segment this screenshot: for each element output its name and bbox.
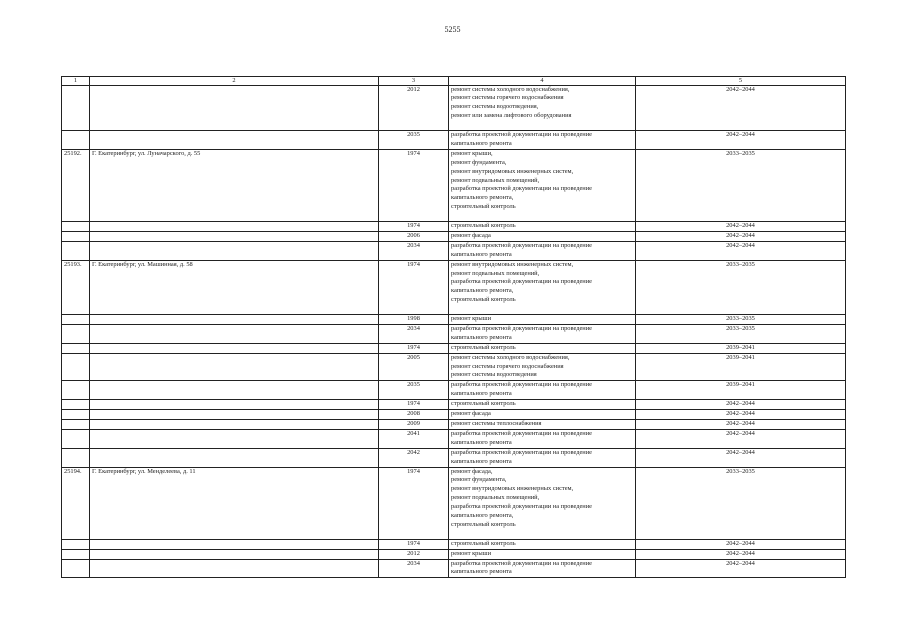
address-cell: Г. Екатеринбург, ул. Машинная, д. 58 xyxy=(90,260,379,314)
address-cell xyxy=(90,315,379,325)
work-item: ремонт фасада, xyxy=(451,467,493,475)
term-cell: 2033–2035 xyxy=(636,260,846,314)
row-number-cell xyxy=(62,231,90,241)
address-cell xyxy=(90,353,379,381)
address-cell: Г. Екатеринбург, ул. Менделеева, д. 11 xyxy=(90,467,379,539)
table-row xyxy=(62,324,846,343)
column-header-2: 2 xyxy=(90,77,379,86)
column-header-1: 1 xyxy=(62,77,90,86)
work-item: ремонт системы холодного водоснабжения, xyxy=(451,85,570,93)
row-number-cell xyxy=(62,324,90,343)
works-cell xyxy=(449,429,636,448)
year-cell: 2034 xyxy=(379,559,449,578)
year-cell: 1974 xyxy=(379,222,449,232)
works-cell xyxy=(449,85,636,131)
address-cell xyxy=(90,559,379,578)
table-row xyxy=(62,241,846,260)
works-cell xyxy=(449,260,636,314)
term-cell: 2042–2044 xyxy=(636,429,846,448)
row-number-cell xyxy=(62,559,90,578)
works-cell xyxy=(449,549,636,559)
work-item: разработка проектной документации на проведение xyxy=(451,381,592,389)
year-cell: 2012 xyxy=(379,85,449,131)
work-item: ремонт системы водоотведения xyxy=(451,371,537,379)
row-number-cell xyxy=(62,410,90,420)
table-row xyxy=(62,222,846,232)
work-item: капитального ремонта xyxy=(451,139,512,147)
term-cell: 2042–2044 xyxy=(636,559,846,578)
work-item: капитального ремонта xyxy=(451,457,512,465)
work-item: разработка проектной документации на проведение xyxy=(451,185,592,193)
column-header-4: 4 xyxy=(449,77,636,86)
work-item: строительный контроль xyxy=(451,520,516,528)
work-item: ремонт внутридомовых инженерных систем, xyxy=(451,260,574,268)
year-cell: 2006 xyxy=(379,231,449,241)
repair-schedule-table xyxy=(61,76,846,578)
table-header-row xyxy=(62,77,846,86)
work-item: ремонт системы водоотведения, xyxy=(451,103,539,111)
term-cell: 2042–2044 xyxy=(636,410,846,420)
work-item: ремонт крыши, xyxy=(451,149,493,157)
page-number: 5255 xyxy=(444,25,461,34)
work-item: капитального ремонта xyxy=(451,438,512,446)
work-item: разработка проектной документации на проведение xyxy=(451,324,592,332)
work-item: строительный контроль xyxy=(451,343,516,351)
work-item: строительный контроль xyxy=(451,203,516,211)
term-cell: 2042–2044 xyxy=(636,419,846,429)
work-item: строительный контроль xyxy=(451,296,516,304)
works-cell xyxy=(449,149,636,221)
works-cell xyxy=(449,410,636,420)
works-cell xyxy=(449,400,636,410)
address-cell xyxy=(90,231,379,241)
year-cell: 2012 xyxy=(379,549,449,559)
works-cell xyxy=(449,315,636,325)
work-item: ремонт фундамента, xyxy=(451,476,507,484)
year-cell: 1974 xyxy=(379,539,449,549)
row-number-cell xyxy=(62,353,90,381)
row-number-cell xyxy=(62,131,90,150)
year-cell: 1974 xyxy=(379,467,449,539)
year-cell: 2042 xyxy=(379,448,449,467)
table-row xyxy=(62,149,846,221)
address-cell xyxy=(90,400,379,410)
table-row xyxy=(62,343,846,353)
work-item: ремонт системы горячего водоснабжения xyxy=(451,362,564,370)
table-row xyxy=(62,353,846,381)
term-cell: 2042–2044 xyxy=(636,85,846,131)
row-number-cell: 25194. xyxy=(62,467,90,539)
work-item: ремонт внутридомовых инженерных систем, xyxy=(451,167,574,175)
table-row xyxy=(62,539,846,549)
table-row xyxy=(62,400,846,410)
works-cell xyxy=(449,324,636,343)
works-cell xyxy=(449,559,636,578)
address-cell xyxy=(90,419,379,429)
term-cell: 2033–2035 xyxy=(636,324,846,343)
term-cell: 2042–2044 xyxy=(636,241,846,260)
year-cell: 1974 xyxy=(379,260,449,314)
row-number-cell: 25192. xyxy=(62,149,90,221)
address-cell xyxy=(90,381,379,400)
row-number-cell xyxy=(62,539,90,549)
work-item: строительный контроль xyxy=(451,222,516,229)
address-cell xyxy=(90,448,379,467)
work-item: капитального ремонта xyxy=(451,390,512,398)
address-cell xyxy=(90,539,379,549)
address-cell xyxy=(90,429,379,448)
year-cell: 2005 xyxy=(379,353,449,381)
row-number-cell xyxy=(62,315,90,325)
term-cell: 2039–2041 xyxy=(636,353,846,381)
year-cell: 1974 xyxy=(379,343,449,353)
work-item: разработка проектной документации на проведение xyxy=(451,131,592,138)
table-row xyxy=(62,315,846,325)
works-cell xyxy=(449,231,636,241)
column-header-5: 5 xyxy=(636,77,846,86)
work-item: капитального ремонта xyxy=(451,333,512,341)
row-number-cell xyxy=(62,241,90,260)
works-cell xyxy=(449,241,636,260)
work-item: разработка проектной документации на проведение xyxy=(451,559,592,567)
table-row xyxy=(62,467,846,539)
work-item: ремонт крыши xyxy=(451,549,492,557)
work-item: разработка проектной документации на проведение xyxy=(451,429,592,437)
table-row xyxy=(62,419,846,429)
address-cell xyxy=(90,85,379,131)
address-cell xyxy=(90,410,379,420)
work-item: разработка проектной документации на проведение xyxy=(451,448,592,456)
work-item: ремонт фундамента, xyxy=(451,158,507,166)
address-cell xyxy=(90,343,379,353)
work-item: ремонт подвальных помещений, xyxy=(451,269,540,277)
work-item: разработка проектной документации на проведение xyxy=(451,278,592,286)
works-cell xyxy=(449,539,636,549)
works-cell xyxy=(449,467,636,539)
work-item: ремонт или замена лифтового оборудования xyxy=(451,112,572,120)
term-cell: 2042–2044 xyxy=(636,231,846,241)
year-cell: 2009 xyxy=(379,419,449,429)
term-cell: 2042–2044 xyxy=(636,400,846,410)
year-cell: 2035 xyxy=(379,381,449,400)
work-item: ремонт подвальных помещений, xyxy=(451,494,540,502)
work-item: разработка проектной документации на проведение xyxy=(451,503,592,511)
row-number-cell: 25193. xyxy=(62,260,90,314)
work-item: строительный контроль xyxy=(451,539,516,547)
work-item: ремонт фасада xyxy=(451,410,491,418)
address-cell xyxy=(90,549,379,559)
column-header-3: 3 xyxy=(379,77,449,86)
address-cell xyxy=(90,241,379,260)
work-item: ремонт системы теплоснабжения xyxy=(451,419,542,427)
term-cell: 2042–2044 xyxy=(636,131,846,150)
table-row xyxy=(62,231,846,241)
work-item: ремонт системы холодного водоснабжения, xyxy=(451,353,570,361)
works-cell xyxy=(449,343,636,353)
year-cell: 2034 xyxy=(379,324,449,343)
address-cell xyxy=(90,222,379,232)
table-row xyxy=(62,559,846,578)
year-cell: 2035 xyxy=(379,131,449,150)
term-cell: 2033–2035 xyxy=(636,149,846,221)
term-cell: 2042–2044 xyxy=(636,448,846,467)
table-row xyxy=(62,85,846,131)
term-cell: 2033–2035 xyxy=(636,315,846,325)
row-number-cell xyxy=(62,222,90,232)
year-cell: 1998 xyxy=(379,315,449,325)
term-cell: 2042–2044 xyxy=(636,539,846,549)
term-cell: 2042–2044 xyxy=(636,222,846,232)
row-number-cell xyxy=(62,448,90,467)
row-number-cell xyxy=(62,400,90,410)
table-row xyxy=(62,260,846,314)
works-cell xyxy=(449,222,636,232)
works-cell xyxy=(449,381,636,400)
work-item: капитального ремонта, xyxy=(451,287,514,295)
work-item: ремонт фасада xyxy=(451,231,491,239)
row-number-cell xyxy=(62,549,90,559)
year-cell: 1974 xyxy=(379,400,449,410)
works-cell xyxy=(449,353,636,381)
row-number-cell xyxy=(62,429,90,448)
year-cell: 2041 xyxy=(379,429,449,448)
row-number-cell xyxy=(62,381,90,400)
work-item: капитального ремонта xyxy=(451,568,512,576)
work-item: капитального ремонта xyxy=(451,250,512,258)
work-item: ремонт крыши xyxy=(451,315,492,323)
row-number-cell xyxy=(62,419,90,429)
year-cell: 1974 xyxy=(379,149,449,221)
work-item: капитального ремонта, xyxy=(451,194,514,202)
year-cell: 2008 xyxy=(379,410,449,420)
row-number-cell xyxy=(62,85,90,131)
table-row xyxy=(62,549,846,559)
table-body xyxy=(62,85,846,578)
work-item: разработка проектной документации на проведение xyxy=(451,241,592,249)
term-cell: 2033–2035 xyxy=(636,467,846,539)
row-number-cell xyxy=(62,343,90,353)
term-cell: 2039–2041 xyxy=(636,381,846,400)
term-cell: 2042–2044 xyxy=(636,549,846,559)
works-cell xyxy=(449,419,636,429)
table-row xyxy=(62,131,846,150)
work-item: ремонт подвальных помещений, xyxy=(451,176,540,184)
table-row xyxy=(62,410,846,420)
year-cell: 2034 xyxy=(379,241,449,260)
address-cell xyxy=(90,131,379,150)
works-cell xyxy=(449,448,636,467)
works-cell xyxy=(449,131,636,150)
work-item: ремонт системы горячего водоснабжения xyxy=(451,94,564,102)
table-row xyxy=(62,429,846,448)
table-row xyxy=(62,448,846,467)
term-cell: 2039–2041 xyxy=(636,343,846,353)
work-item: ремонт внутридомовых инженерных систем, xyxy=(451,485,574,493)
work-item: строительный контроль xyxy=(451,400,516,408)
address-cell xyxy=(90,324,379,343)
work-item: капитального ремонта, xyxy=(451,512,514,520)
table-row xyxy=(62,381,846,400)
address-cell: Г. Екатеринбург, ул. Луначарского, д. 55 xyxy=(90,149,379,221)
